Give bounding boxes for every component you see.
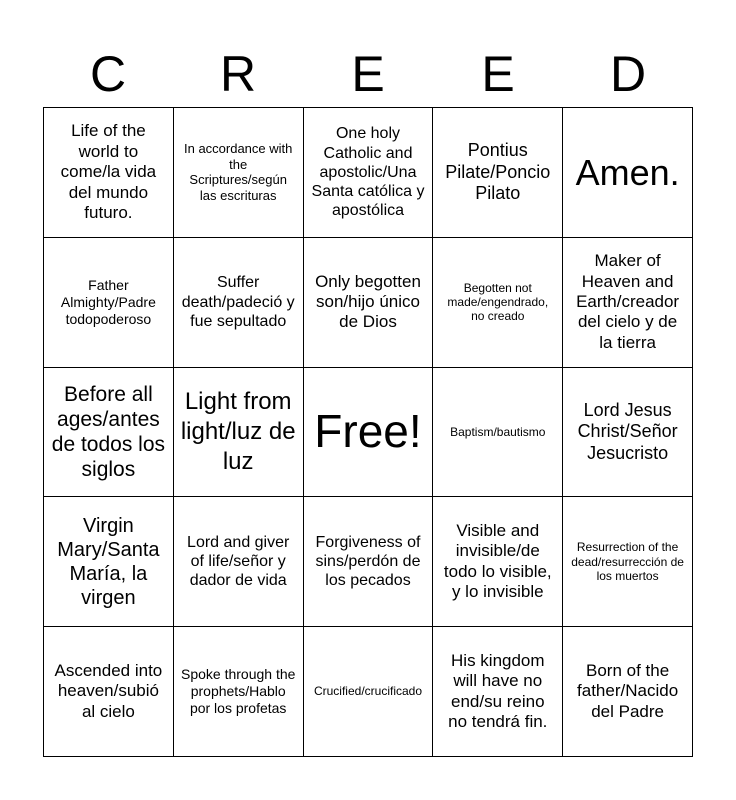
header-letter-r: R [219,46,257,102]
bingo-cell[interactable]: Amen. [563,108,693,238]
bingo-header [43,40,693,108]
bingo-board [43,107,693,757]
free-space-cell[interactable]: Free! [304,368,434,498]
bingo-cell[interactable]: Born of the father/Nacido del Padre [563,627,693,757]
bingo-cell[interactable]: Crucified/crucificado [304,627,434,757]
bingo-cell[interactable]: Maker of Heaven and Earth/creador del cielo y de la tierra [563,238,693,368]
bingo-cell[interactable]: Ascended into heaven/subió al cielo [44,627,174,757]
bingo-cell[interactable]: Visible and invisible/de todo lo visible, y lo invisible [433,497,563,627]
bingo-cell[interactable]: In accordance with the Scriptures/según las escrituras [174,108,304,238]
bingo-cell[interactable]: Only begotten son/hijo único de Dios [304,238,434,368]
bingo-cell[interactable]: Begotten not made/engendrado, no creado [433,238,563,368]
bingo-cell[interactable]: Father Almighty/Padre todopoderoso [44,238,174,368]
bingo-cell[interactable]: Suffer death/padeció y fue sepultado [174,238,304,368]
bingo-cell[interactable]: Light from light/luz de luz [174,368,304,498]
bingo-cell[interactable]: Spoke through the prophets/Hablo por los profetas [174,627,304,757]
bingo-cell[interactable]: Baptism/bautismo [433,368,563,498]
header-letter-e: E [351,46,385,102]
bingo-cell[interactable]: Life of the world to come/la vida del mundo futuro. [44,108,174,238]
bingo-cell[interactable]: One holy Catholic and apostolic/Una Santa católica y apostólica [304,108,434,238]
bingo-cell[interactable]: Virgin Mary/Santa María, la virgen [44,497,174,627]
bingo-cell[interactable]: Lord and giver of life/señor y dador de vida [174,497,304,627]
bingo-cell[interactable]: Forgiveness of sins/perdón de los pecados [304,497,434,627]
bingo-cell[interactable]: Pontius Pilate/Poncio Pilato [433,108,563,238]
bingo-cell[interactable]: Before all ages/antes de todos los siglos [44,368,174,498]
bingo-cell[interactable]: Lord Jesus Christ/Señor Jesucristo [563,368,693,498]
header-letter-c: C [89,46,127,102]
header-letter-e: E [481,46,515,102]
bingo-cell[interactable]: Resurrection of the dead/resurrección de los muertos [563,497,693,627]
header-letter-d: D [609,46,647,102]
bingo-cell[interactable]: His kingdom will have no end/su reino no tendrá fin. [433,627,563,757]
